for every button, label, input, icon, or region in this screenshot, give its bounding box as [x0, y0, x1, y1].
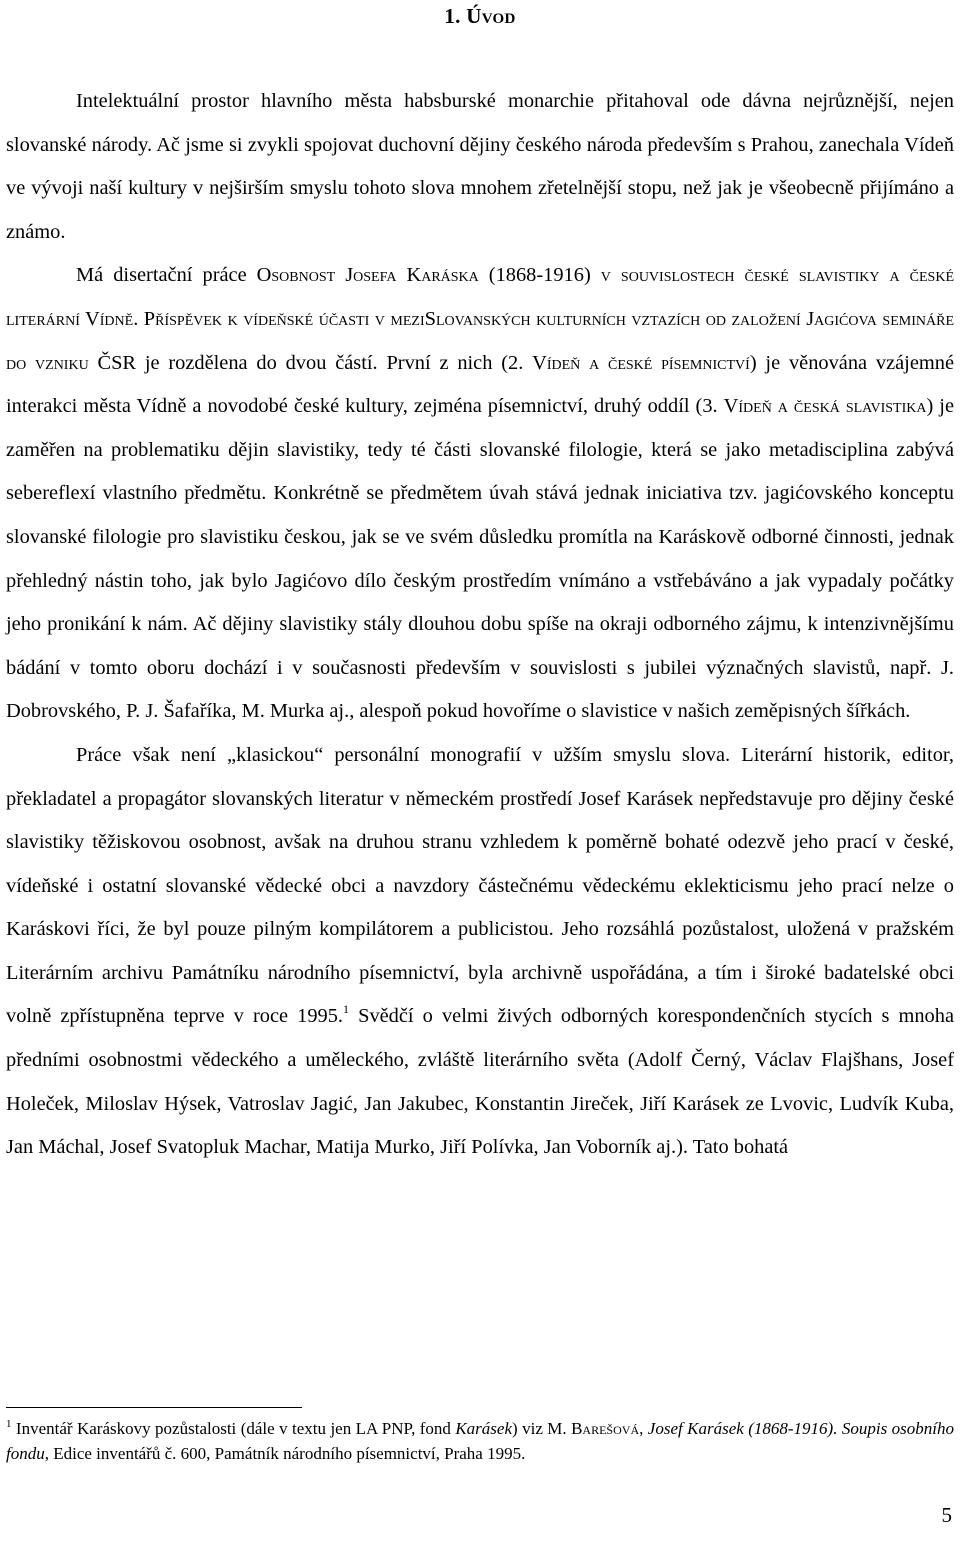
- p2-text-4: ) je věnována vzájemné interakci města Vídně a novodobé české kultury, zejména písemnictví, druhý oddíl (3.: [6, 351, 954, 418]
- fn-book-title: Josef Karásek (1868-1916). Soupis osobního fondu: [6, 1419, 954, 1463]
- paragraph-intro: Intelektuální prostor hlavního města habsburské monarchie přitahoval ode dávna nejrůznější, nejen slovanské národy. Ač jsme si zvykli spojovat duchovní dějiny českého národa především s Prahou, zanechala Vídeň ve vývoji naší kultury v nejširším smyslu tohoto slova mnohem zřetelnější stopu, než jak je všeobecně přijímáno a známo.: [6, 90, 954, 243]
- part-three-title: Vídeň a česká slavistika: [723, 395, 927, 418]
- chapter-title-rest: VOD: [481, 11, 516, 27]
- paragraph-monograph: [6, 734, 954, 1170]
- body-text: [6, 80, 954, 1170]
- p3-text-2: Svědčí o velmi živých odborných korespondenčních stycích s mnoha předními osobnostmi vědeckého a uměleckého, zvláště literárního světa (Adolf Černý, Václav Flajšhans, Josef Holeček, Miloslav Hýsek, Vatroslav Jagić, Jan Jakubec, Konstantin Jireček, Jiří Karásek ze Lvovic, Ludvík Kuba, Jan Máchal, Josef Svatopluk Machar, Matija Murko, Jiří Polívka, Jan Voborník aj.). Tato bohatá: [6, 1005, 954, 1159]
- fn-text-1: Inventář Karáskovy pozůstalosti (dále v textu jen LA PNP, fond: [11, 1419, 456, 1438]
- p3-text-1: Práce však není „klasickou“ personální monografií v užším smyslu slova. Literární historik, editor, překladatel a propagátor slovanských literatur v německém prostředí Josef Karásek nepředstavuje pro dějiny české slavistiky těžiskovou osobnost, avšak na druhou stranu vzhledem k poměrně bohaté odezvě jeho prací v české, vídeňské i ostatní slovanské vědecké obci a navzdory částečnému vědeckému eklekticismu jeho prací nelze o Karáskovi říci, že byl pouze pilným kompilátorem a publicistou. Jeho rozsáhlá pozůstalost, uložená v pražském Literárním archivu Památníku národního písemnictví, byla archivně uspořádána, a tím i široké badatelské obci volně zpřístupněna teprve v roce 1995.: [6, 743, 954, 1028]
- fn-text-4: , Edice inventářů č. 600, Památník národního písemnictví, Praha 1995.: [44, 1444, 526, 1463]
- paragraph-dissertation: [6, 254, 954, 734]
- footnote-reference[interactable]: 1: [343, 1002, 350, 1017]
- chapter-number: 1.: [444, 4, 461, 28]
- p2-text-2: (1868-1916): [478, 264, 601, 287]
- p2-text-1: Má disertační práce: [76, 264, 257, 287]
- fn-fond-name: Karásek: [455, 1419, 513, 1438]
- chapter-heading: [0, 4, 960, 29]
- footnote-1: [6, 1416, 954, 1466]
- dissertation-subtitle: v souvislostech české slavistiky a české literární Vídně. Příspěvek k vídeňské účasti v meziSlovanských kulturních vztazích od založení Jagićova semináře do vzniku: [6, 264, 955, 374]
- footnote-separator: [6, 1407, 302, 1408]
- p2-text-5: ) je zaměřen na problematiku dějin slavistiky, tedy té části slovanské filologie, která se jako metadisciplina zabývá sebereflexí vlastního předmětu. Konkrétně se předmětem úvah stává jednak iniciativa tzv. jagićovského konceptu slovanské filologie pro slavistiku českou, jak se ve svém důsledku promítla na Karáskově odborné činnosti, jednak přehledný nástin toho, jak bylo Jagićovo dílo českým prostředím vnímáno a vstřebáváno a jak vypadaly počátky jeho pronikání k nám. Ač dějiny slavistiky stály dlouhou dobu spíše na okraji odborného zájmu, k intenzivnějšímu bádání v tomto oboru dochází i v současnosti především v souvislosti s jubilei význačných slavistů, např. J. Dobrovského, P. J. Šafaříka, M. Murka aj., alespoň pokud hovoříme o slavistice v našich zeměpisných šířkách.: [6, 395, 954, 723]
- chapter-title-initial: Ú: [466, 4, 482, 28]
- part-two-title: Vídeň a české písemnictví: [532, 351, 750, 374]
- footnote-mark: 1: [6, 1418, 12, 1430]
- fn-text-2: ) viz M.: [512, 1419, 572, 1438]
- fn-author: Barešová: [571, 1419, 640, 1438]
- p2-text-3: ČSR je rozdělena do dvou částí. První z nich (2.: [88, 351, 533, 374]
- dissertation-title: Osobnost Josefa Karáska: [256, 264, 479, 287]
- fn-text-3: ,: [639, 1419, 648, 1438]
- page-number: 5: [941, 1503, 952, 1527]
